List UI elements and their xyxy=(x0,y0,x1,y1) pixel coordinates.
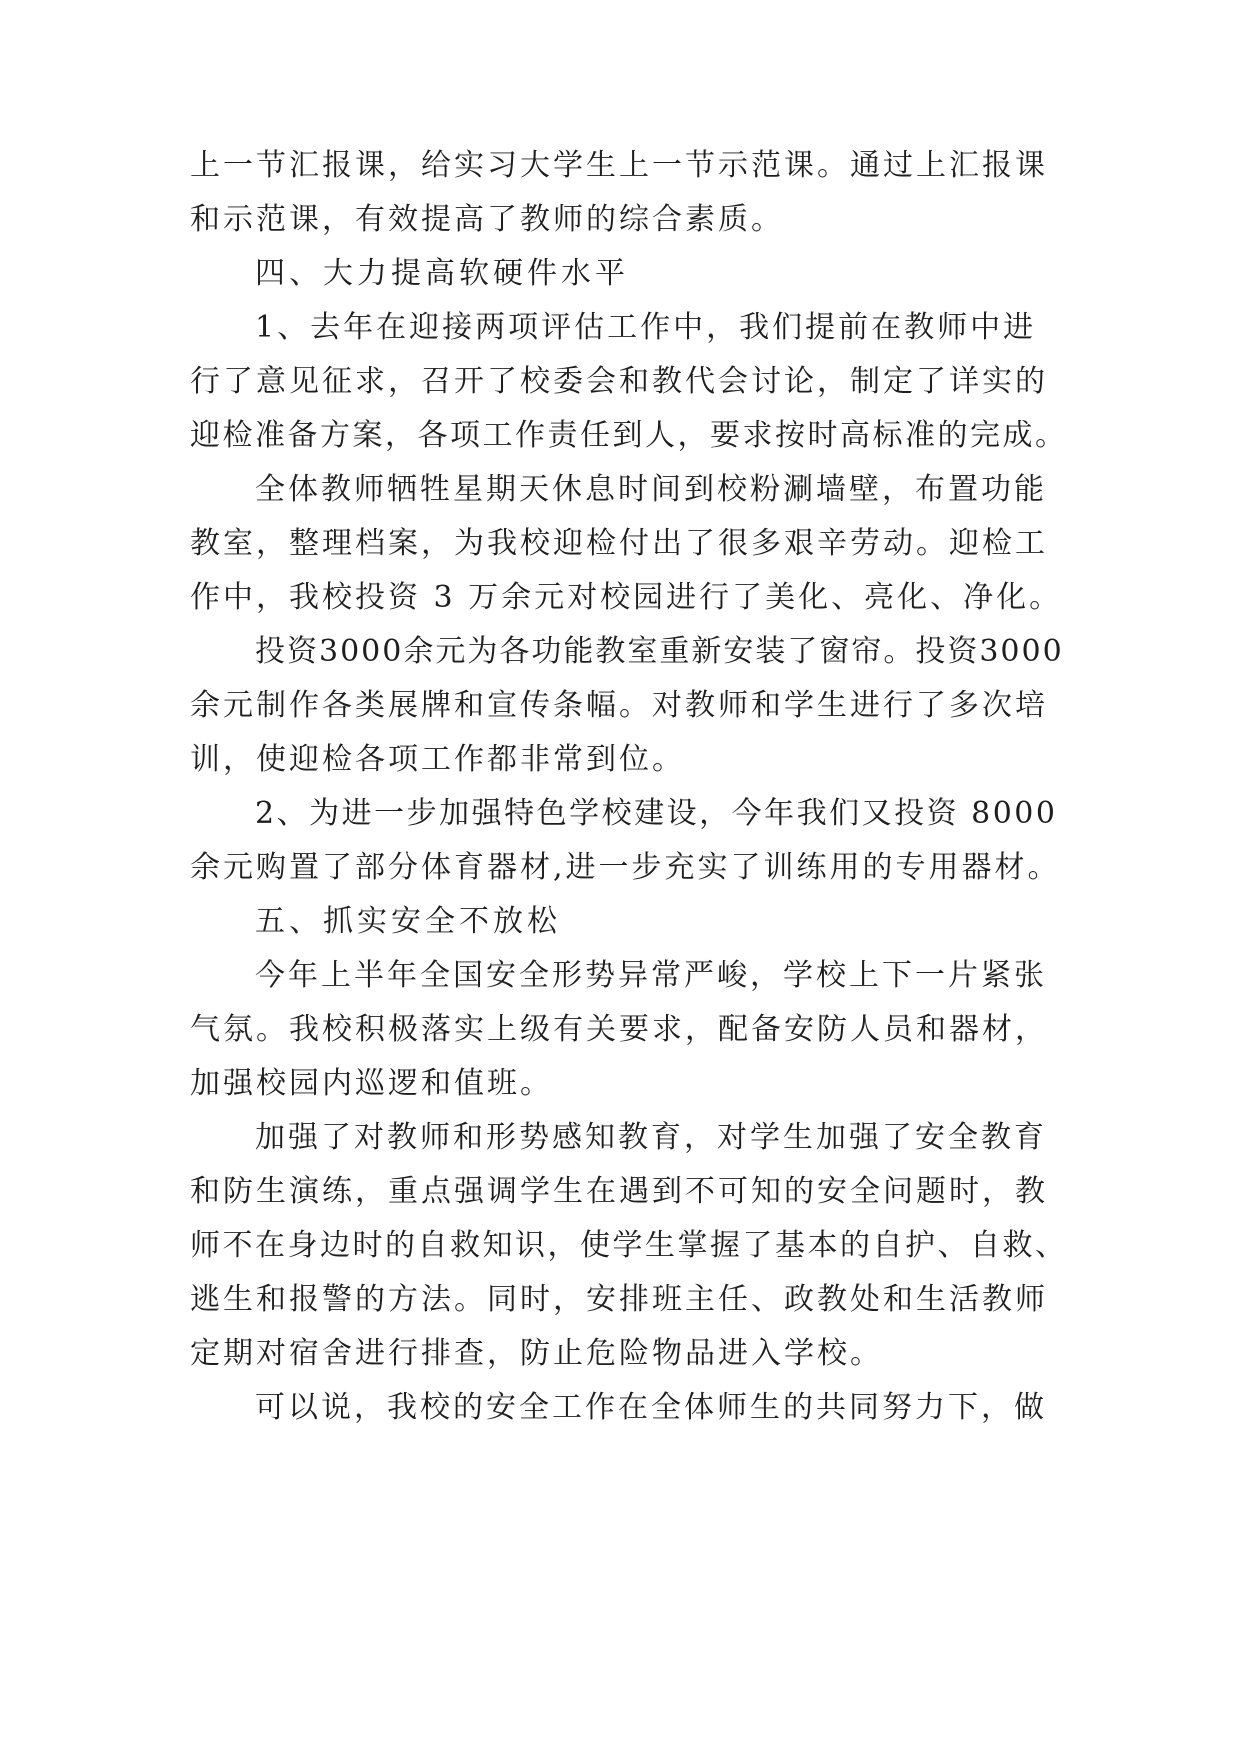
text-line: 加强校园内巡逻和值班。 xyxy=(190,1066,553,1101)
text-line: 师不在身边时的自救知识，使学生掌握了基本的自护、自救、 xyxy=(190,1228,1068,1263)
text-line: 行了意见征求，召开了校委会和教代会讨论，制定了详实的 xyxy=(190,364,1048,399)
text-line: 全体教师牺牲星期天休息时间到校粉涮墙壁，布置功能 xyxy=(255,472,1047,507)
text-line: 定期对宿舍进行排查，防止危险物品进入学校。 xyxy=(190,1336,883,1371)
text-line: 和示范课，有效提高了教师的综合素质。 xyxy=(190,202,784,237)
text-line: 作中，我校投资 3 万余元对校园进行了美化、亮化、净化。 xyxy=(190,580,1063,615)
text-line: 2、为进一步加强特色学校建设，今年我们又投资 8000 xyxy=(255,796,1058,831)
text-line: 逃生和报警的方法。同时，安排班主任、政教处和生活教师 xyxy=(190,1282,1048,1317)
text-line: 训，使迎检各项工作都非常到位。 xyxy=(190,742,685,777)
text-line: 气氛。我校积极落实上级有关要求，配备安防人员和器材， xyxy=(190,1012,1048,1047)
text-line: 教室，整理档案，为我校迎检付出了很多艰辛劳动。迎检工 xyxy=(190,526,1048,561)
text-line: 投资3000余元为各功能教室重新安装了窗帘。投资3000 xyxy=(255,634,1064,669)
section-heading: 四、大力提高软硬件水平 xyxy=(255,256,629,291)
text-line: 和防生演练，重点强调学生在遇到不可知的安全问题时，教 xyxy=(190,1174,1048,1209)
text-line: 可以说，我校的安全工作在全体师生的共同努力下，做 xyxy=(255,1390,1047,1425)
text-line: 余元制作各类展牌和宣传条幅。对教师和学生进行了多次培 xyxy=(190,688,1048,723)
text-line: 迎检准备方案，各项工作责任到人，要求按时高标准的完成。 xyxy=(190,418,1068,453)
text-line: 1、去年在迎接两项评估工作中，我们提前在教师中进 xyxy=(255,310,1037,345)
text-line: 加强了对教师和形势感知教育，对学生加强了安全教育 xyxy=(255,1120,1047,1155)
text-line: 上一节汇报课，给实习大学生上一节示范课。通过上汇报课 xyxy=(190,148,1048,183)
section-heading: 五、抓实安全不放松 xyxy=(255,904,561,939)
text-line: 余元购置了部分体育器材,进一步充实了训练用的专用器材。 xyxy=(190,850,1061,885)
text-line: 今年上半年全国安全形势异常严峻，学校上下一片紧张 xyxy=(255,958,1047,993)
